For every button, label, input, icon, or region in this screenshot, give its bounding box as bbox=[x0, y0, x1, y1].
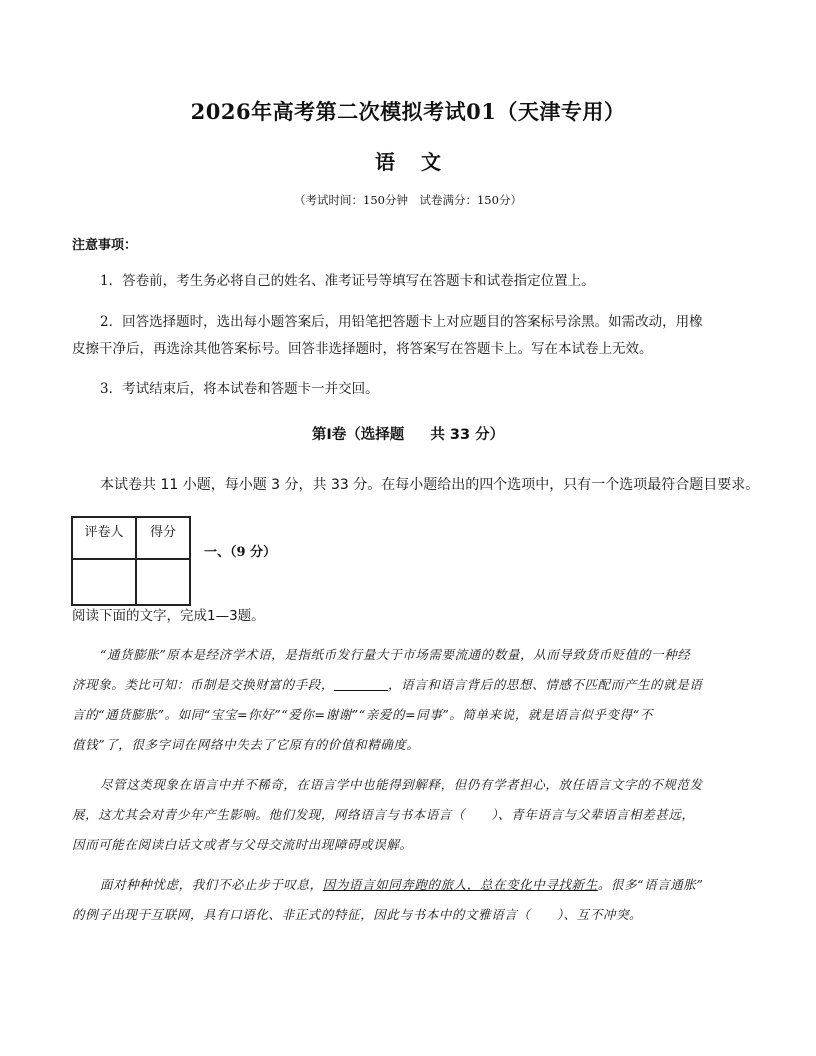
score-label: 得分 bbox=[137, 518, 189, 560]
passage-p2-line-3: 因而可能在阅读白话文或者与父母交流时出现障碍或误解。 bbox=[72, 837, 413, 852]
notice-item-2-line-1: 2．回答选择题时，选出每小题答案后，用铅笔把答题卡上对应题目的答案标号涂黑。如需改动，用橡 bbox=[100, 314, 703, 330]
reading-instruction: 阅读下面的文字，完成1—3题。 bbox=[72, 608, 265, 624]
section-title bbox=[0, 423, 816, 444]
notice-item-2-line-2: 皮擦干净后，再选涂其他答案标号。回答非选择题时，将答案写在答题卡上。写在本试卷上无效。 bbox=[72, 341, 653, 357]
passage-p1-line-3: 言的“通货膨胀”。如同“宝宝=你好”“爱你=谢谢”“亲爱的=同事”。简单来说，就是语言似乎变得“不 bbox=[72, 707, 653, 722]
fill-blank bbox=[334, 676, 388, 691]
section-intro: 本试卷共 11 小题，每小题 3 分，共 33 分。在每小题给出的四个选项中，只有一个选项最符合题目要求。 bbox=[100, 477, 760, 493]
passage-p3-line-1a: 面对种种忧虑，我们不必止步于叹息， bbox=[100, 877, 323, 892]
passage-p1-line-2a: 济现象。类比可知：币制是交换财富的手段， bbox=[72, 677, 335, 692]
notice-item-3: 3．考试结束后，将本试卷和答题卡一并交回。 bbox=[100, 381, 379, 397]
section-title-part-1: 第Ⅰ卷（选择题 bbox=[311, 427, 405, 443]
passage-p3-line-1c: 。很多“语言通胀” bbox=[597, 877, 704, 892]
exam-title: 2026年高考第二次模拟考试01（天津专用） bbox=[190, 99, 626, 124]
notice-item-1: 1．答卷前，考生务必将自己的姓名、准考证号等填写在答题卡和试卷指定位置上。 bbox=[100, 273, 595, 289]
passage-p1-line-4: 值钱”了，很多字词在网络中失去了它原有的价值和精确度。 bbox=[72, 737, 420, 752]
passage-p2-line-2: 展，这尤其会对青少年产生影响。他们发现，网络语言与书本语言（ ）、青年语言与父辈语言相差甚远， bbox=[72, 807, 695, 822]
passage-p3-line-1 bbox=[100, 874, 704, 896]
passage-p2-line-1: 尽管这类现象在语言中并不稀奇，在语言学中也能得到解释，但仍有学者担心，放任语言文字的不规范发 bbox=[100, 777, 703, 792]
score-table bbox=[71, 516, 191, 606]
grader-label: 评卷人 bbox=[73, 518, 137, 560]
score-cell bbox=[137, 560, 189, 604]
passage-p1-line-2b: ，语言和语言背后的思想、情感不匹配而产生的就是语 bbox=[388, 677, 703, 692]
passage-p1-line-1: “通货膨胀”原本是经济学术语，是指纸币发行量大于市场需要流通的数量，从而导致货币贬值的一种经 bbox=[100, 647, 691, 662]
underlined-sentence: 因为语言如同奔跑的旅人，总在变化中寻找新生 bbox=[322, 877, 598, 892]
grader-cell bbox=[73, 560, 137, 604]
part-one-label: 一、（9 分） bbox=[204, 545, 277, 560]
exam-time-info: （考试时间：150分钟 试卷满分：150分） bbox=[294, 193, 522, 207]
passage-p1-line-2 bbox=[72, 674, 702, 696]
notice-heading: 注意事项： bbox=[72, 238, 138, 253]
section-title-part-2: 共 33 分） bbox=[430, 427, 505, 443]
subject-title: 语文 bbox=[375, 150, 467, 174]
passage-p3-line-2: 的例子出现于互联网，具有口语化、非正式的特征，因此与书本中的文雅语言（ ）、互不冲突。 bbox=[72, 907, 643, 922]
